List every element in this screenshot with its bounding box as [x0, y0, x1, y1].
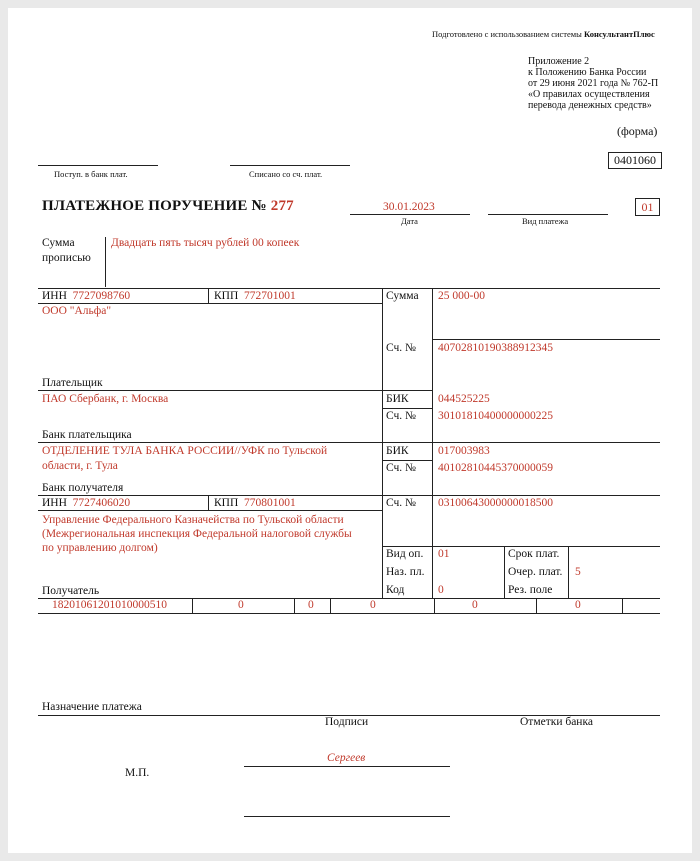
payment-order-page [8, 8, 692, 853]
debited-label: Списано со сч. плат. [249, 169, 323, 179]
ocher-label: Очер. плат. [508, 566, 563, 578]
grid-col-2 [432, 288, 433, 598]
recipient-name-line: по управлению долгом) [42, 542, 158, 554]
signature-line-2 [244, 816, 450, 817]
recipient-bank-account-label: Сч. № [386, 462, 417, 474]
vid-op-label: Вид оп. [386, 548, 424, 560]
rez-label: Рез. поле [508, 584, 553, 596]
recipient-name-line: Управление Федерального Казначейства по Тульской области [42, 514, 344, 526]
naz-pl-label: Наз. пл. [386, 566, 425, 578]
sum-value: 25 000-00 [438, 290, 485, 302]
received-line [38, 165, 158, 166]
recipient-bank-name-1: ОТДЕЛЕНИЕ ТУЛА БАНКА РОССИИ//УФК по Тульской [42, 445, 328, 457]
recipient-name-line: (Межрегиональная инспекция Федеральной налоговой службы [42, 528, 352, 540]
recipient-account-value: 03100643000000018500 [438, 497, 553, 509]
recipient-bik-bottom [382, 460, 432, 461]
tax-field-period: 0 [370, 599, 376, 611]
recipient-kpp-label: КПП [214, 497, 239, 509]
tax-fields-bottom [38, 613, 660, 614]
consultant-brand: КонсультантПлюс [584, 29, 655, 39]
signature-line-1 [244, 766, 450, 767]
grid-col-1 [382, 288, 383, 598]
tax-field-basis: 0 [308, 599, 314, 611]
payer-bank-bottom [38, 442, 660, 443]
tax-divider-4 [434, 598, 435, 613]
amount-words-label-2: прописью [42, 252, 91, 264]
signer-name: Сергеев [327, 752, 366, 764]
ocher-value: 5 [575, 566, 581, 578]
sum-bottom-line [432, 339, 660, 340]
payer-account-label: Сч. № [386, 342, 417, 354]
consultant-note [432, 29, 655, 39]
payer-account-bottom [382, 390, 432, 391]
payer-bank-account-value: 30101810400000000225 [438, 410, 553, 422]
payer-inn-underline [38, 303, 382, 304]
forma-label: (форма) [617, 124, 658, 138]
payer-inn-value: 7727098760 [72, 290, 131, 302]
order-title [42, 198, 294, 215]
order-number: 277 [270, 198, 294, 214]
payer-kpp-value: 772701001 [244, 290, 296, 302]
recipient-bank-bottom [38, 495, 660, 496]
payment-type-label: Вид платежа [522, 216, 569, 226]
tax-divider-1 [192, 598, 193, 613]
amount-words-value: Двадцать пять тысяч рублей 00 копеек [111, 237, 300, 249]
tax-field-kbk: 18201061201010000510 [52, 599, 167, 611]
appendix-line: Приложение 2 [528, 56, 590, 67]
recipient-inn-label: ИНН [42, 497, 67, 509]
date-line [350, 214, 470, 215]
recipient-bik-value: 017003983 [438, 445, 490, 457]
recipient-inn-kpp-divider [208, 495, 209, 510]
sum-label: Сумма [386, 290, 419, 302]
recipient-inn-value: 7727406020 [72, 497, 131, 509]
recipient-bank-label: Банк получателя [42, 482, 124, 494]
tax-field-okato: 0 [238, 599, 244, 611]
recipient-inn-underline [38, 510, 382, 511]
payer-inn-kpp-divider [208, 288, 209, 303]
vid-op-value: 01 [438, 548, 450, 560]
srok-label: Срок плат. [508, 548, 560, 560]
tax-field-doc-number: 0 [472, 599, 478, 611]
recipient-bank-account-value: 40102810445370000059 [438, 462, 553, 474]
tax-divider-3 [330, 598, 331, 613]
payer-kpp-label: КПП [214, 290, 239, 302]
tax-divider-6 [622, 598, 623, 613]
order-title-text: ПЛАТЕЖНОЕ ПОРУЧЕНИЕ № [42, 198, 267, 214]
consultant-prefix: Подготовлено с использованием системы [432, 29, 584, 39]
payer-bank-account-label: Сч. № [386, 410, 417, 422]
payer-kpp [214, 290, 296, 302]
received-label: Поступ. в банк плат. [54, 169, 128, 179]
codes-col-3 [504, 546, 505, 598]
amount-words-divider [105, 237, 106, 287]
recipient-label: Получатель [42, 585, 100, 597]
recipient-name [42, 513, 352, 555]
recipient-kpp-value: 770801001 [244, 497, 296, 509]
appendix-block [528, 56, 658, 111]
payer-bank-label: Банк плательщика [42, 429, 132, 441]
kod-value: 0 [438, 584, 444, 596]
codes-col-4 [568, 546, 569, 598]
kod-label: Код [386, 584, 405, 596]
grid-line-top [38, 288, 660, 289]
payer-name: ООО "Альфа" [42, 305, 112, 317]
recipient-kpp [214, 497, 296, 509]
payer-inn-label: ИНН [42, 290, 67, 302]
payer-bik-bottom [382, 408, 432, 409]
payer-section-bottom [38, 390, 382, 391]
amount-words-label-1: Сумма [42, 237, 75, 249]
payer-label: Плательщик [42, 377, 103, 389]
tax-divider-5 [536, 598, 537, 613]
tax-divider-2 [294, 598, 295, 613]
recipient-bik-label: БИК [386, 445, 409, 457]
tax-field-doc-date: 0 [575, 599, 581, 611]
debited-line [230, 165, 350, 166]
appendix-line: от 29 июня 2021 года № 762-П [528, 78, 659, 89]
codes-top-line [382, 546, 660, 547]
recipient-inn [42, 497, 130, 509]
payer-bik-label: БИК [386, 393, 409, 405]
payer-bik-value: 044525225 [438, 393, 490, 405]
date-label: Дата [401, 216, 418, 226]
payer-account-value: 40702810190388912345 [438, 342, 553, 354]
order-date: 30.01.2023 [383, 201, 435, 213]
payer-inn [42, 290, 130, 302]
appendix-line: перевода денежных средств» [528, 100, 652, 111]
bank-marks-label: Отметки банка [520, 716, 593, 728]
payer-bank-name: ПАО Сбербанк, г. Москва [42, 393, 169, 405]
form-code-box: 0401060 [608, 152, 662, 169]
status-code-box: 01 [635, 198, 660, 216]
appendix-line: «О правилах осуществления [528, 89, 650, 100]
recipient-bank-name-2: области, г. Тула [42, 460, 118, 472]
purpose-label: Назначение платежа [42, 701, 142, 713]
appendix-line: к Положению Банка России [528, 67, 647, 78]
mp-label: М.П. [125, 767, 150, 779]
signatures-label: Подписи [325, 716, 369, 728]
recipient-account-label: Сч. № [386, 497, 417, 509]
payment-type-line [488, 214, 608, 215]
